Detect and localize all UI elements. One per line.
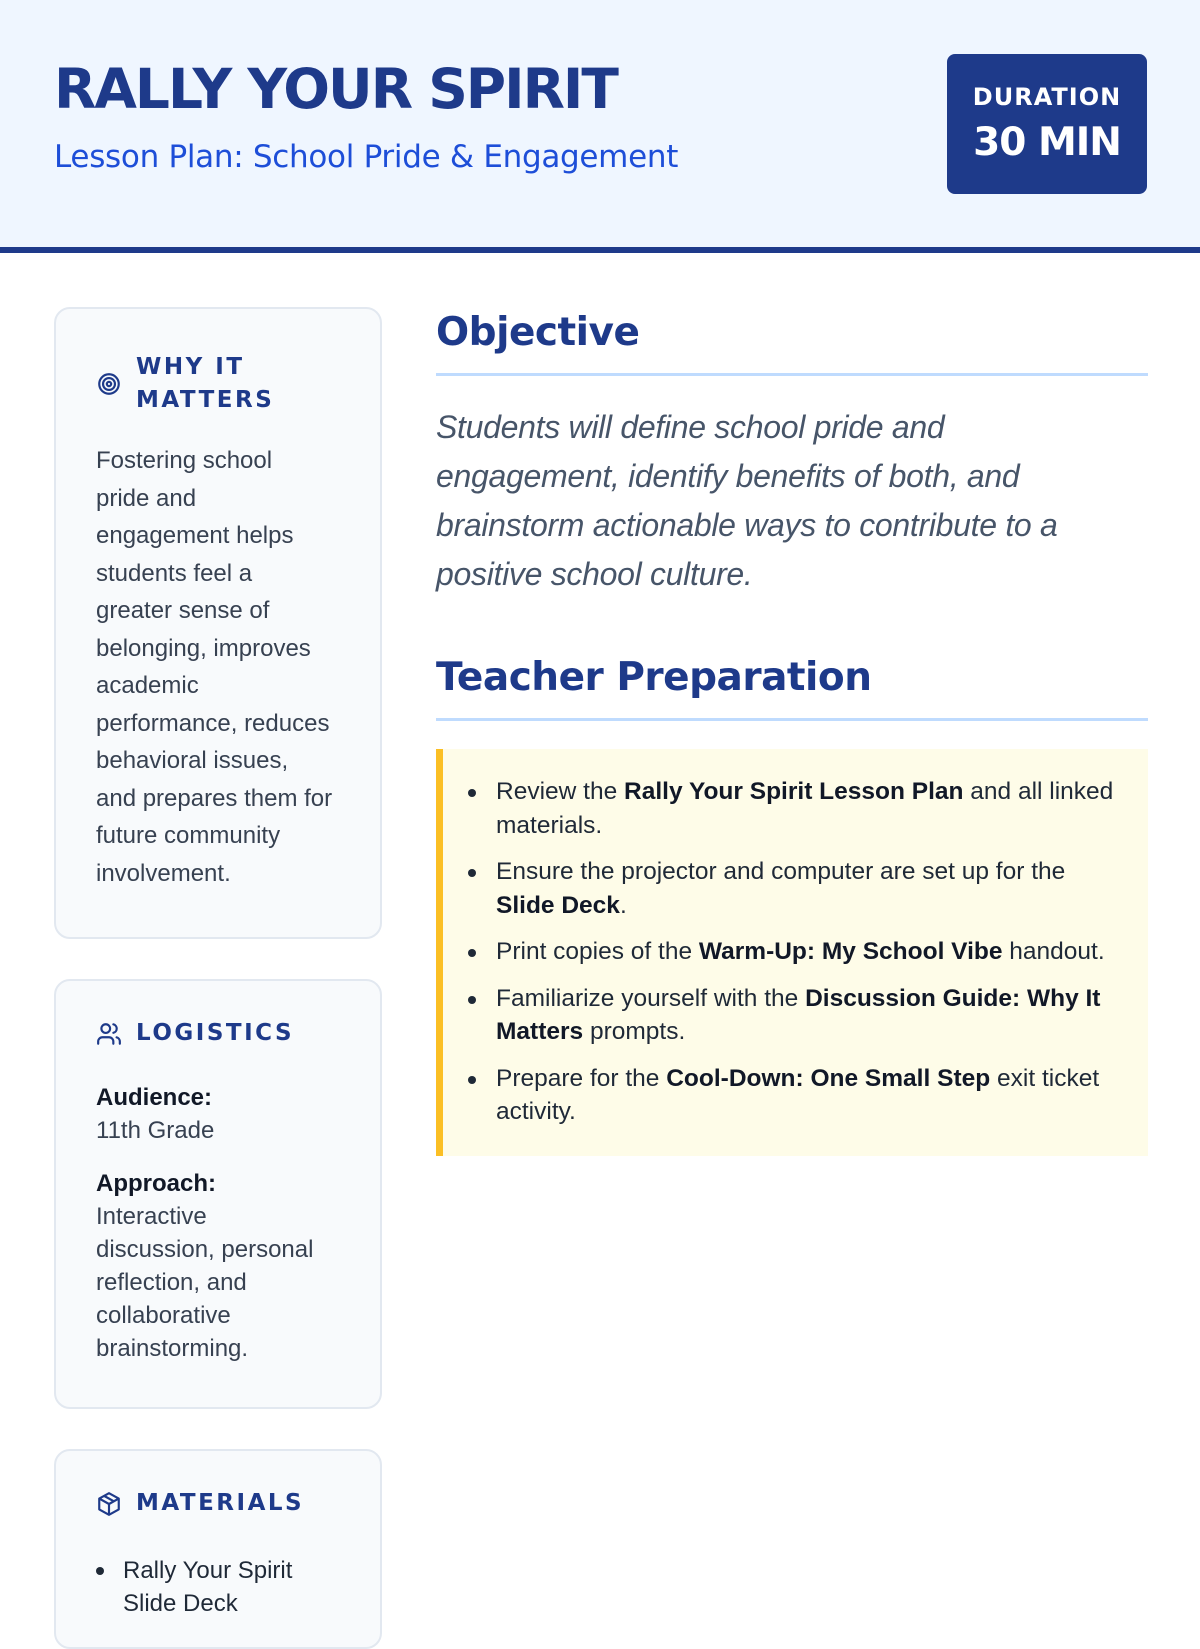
why-it-matters-text: Fostering school pride and engagement helps students feel a greater sense of belonging, improves academic performance, reduces behavioral issues, and prepares them for future community involvement. <box>96 447 333 887</box>
logistics-card <box>54 979 382 1409</box>
audience-label: Audience: <box>96 1084 213 1111</box>
list-item: Ensure the projector and computer are set up for the Slide Deck. <box>496 855 1124 922</box>
audience-value: 11th Grade <box>96 1117 215 1144</box>
materials-title: MATERIALS <box>136 1490 305 1516</box>
list-item: Print copies of the Warm-Up: My School Vibe handout. <box>496 935 1124 969</box>
why-it-matters-header <box>96 351 274 417</box>
header <box>0 0 1200 253</box>
list-item: Rally Your Spirit Slide Deck <box>96 1554 350 1620</box>
teacher-preparation-callout <box>436 749 1148 1156</box>
why-it-matters-title: WHY IT MATTERS <box>136 354 275 413</box>
duration-value: 30 MIN <box>973 120 1121 165</box>
objective-heading: Objective <box>436 310 640 355</box>
target-icon <box>96 371 122 397</box>
prep-list <box>496 775 1124 1142</box>
approach-label: Approach: <box>96 1170 216 1197</box>
page-subtitle: Lesson Plan: School Pride & Engagement <box>54 139 679 175</box>
logistics-title: LOGISTICS <box>136 1020 295 1046</box>
divider <box>436 718 1148 721</box>
logistics-body <box>96 1081 350 1365</box>
page-title: RALLY YOUR SPIRIT <box>54 57 617 121</box>
list-item: Prepare for the Cool-Down: One Small Step exit ticket activity. <box>496 1062 1124 1129</box>
materials-list <box>96 1554 350 1620</box>
list-item: Familiarize yourself with the Discussion Guide: Why It Matters prompts. <box>496 982 1124 1049</box>
duration-label: DURATION <box>972 83 1122 111</box>
approach-value: Interactive discussion, personal reflection, and collaborative brainstorming. <box>96 1203 314 1362</box>
logistics-header <box>96 1017 294 1050</box>
list-item: Review the Rally Your Spirit Lesson Plan and all linked materials. <box>496 775 1124 842</box>
duration-badge <box>947 54 1147 194</box>
objective-text: Students will define school pride and engagement, identify benefits of both, and brainstorm actionable ways to contribute to a positive school culture. <box>436 409 1058 592</box>
box-icon <box>96 1491 122 1517</box>
teacher-preparation-heading: Teacher Preparation <box>436 655 872 700</box>
materials-header <box>96 1487 304 1520</box>
users-icon <box>96 1021 122 1047</box>
why-it-matters-card <box>54 307 382 939</box>
divider <box>436 373 1148 376</box>
materials-card <box>54 1449 382 1649</box>
